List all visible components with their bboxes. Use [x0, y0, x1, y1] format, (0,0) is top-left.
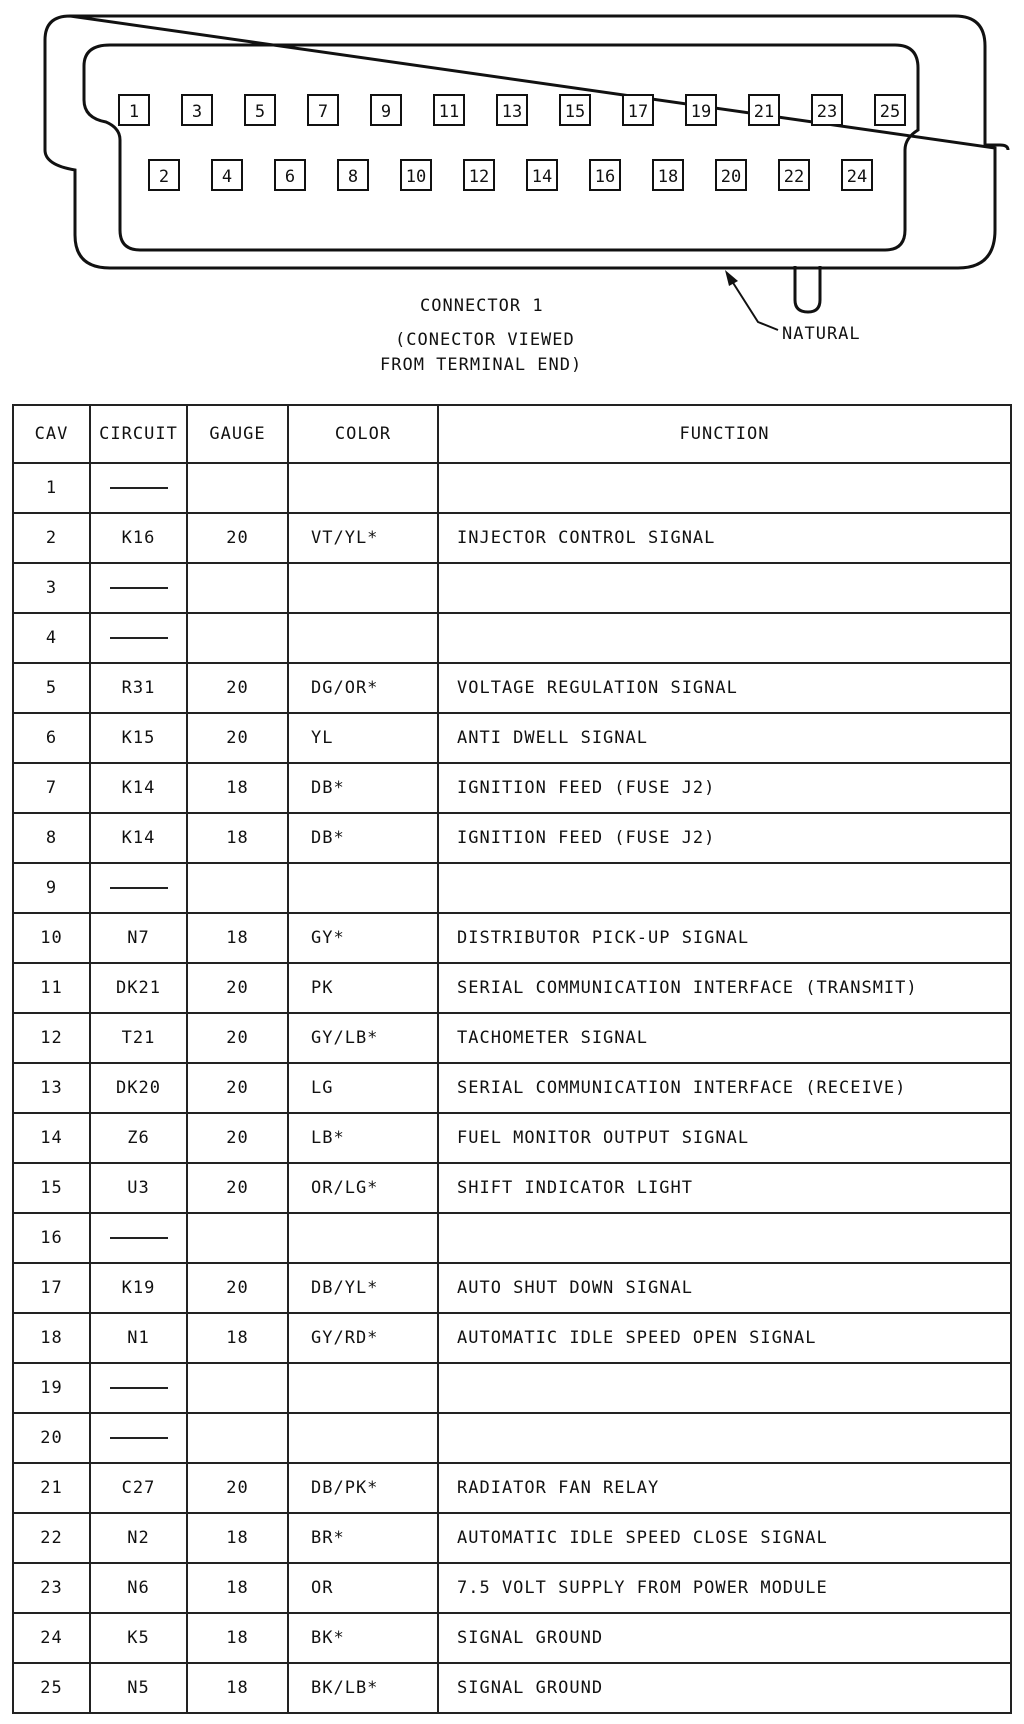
cell-function	[438, 613, 1011, 663]
table-row	[13, 1663, 1011, 1713]
cell-circuit: N6	[90, 1563, 187, 1613]
cell-circuit: Z6	[90, 1113, 187, 1163]
pin-label: 12	[468, 167, 490, 187]
cell-cav: 16	[13, 1213, 90, 1263]
natural-callout-arrowhead	[725, 270, 738, 286]
pin-label: 18	[657, 167, 679, 187]
pinout-table	[12, 404, 1012, 1714]
cell-color: BR*	[288, 1513, 438, 1563]
cell-color	[288, 463, 438, 513]
pin-label: 20	[720, 167, 742, 187]
cell-color: GY*	[288, 913, 438, 963]
cell-cav: 1	[13, 463, 90, 513]
cell-circuit	[90, 863, 187, 913]
table-row	[13, 813, 1011, 863]
cell-cav: 24	[13, 1613, 90, 1663]
cell-cav: 10	[13, 913, 90, 963]
header-function: FUNCTION	[438, 405, 1011, 463]
cell-function	[438, 863, 1011, 913]
cell-function: SHIFT INDICATOR LIGHT	[438, 1163, 1011, 1213]
cell-function: AUTOMATIC IDLE SPEED OPEN SIGNAL	[438, 1313, 1011, 1363]
pin-label: 24	[846, 167, 868, 187]
cell-function	[438, 463, 1011, 513]
cell-function: AUTO SHUT DOWN SIGNAL	[438, 1263, 1011, 1313]
pin-label: 10	[405, 167, 427, 187]
cell-color: BK/LB*	[288, 1663, 438, 1713]
pin-label: 6	[284, 167, 296, 187]
connector-subtitle-line1: (CONECTOR VIEWED	[395, 330, 575, 350]
table-row	[13, 1313, 1011, 1363]
table-row	[13, 1563, 1011, 1613]
cell-function: SERIAL COMMUNICATION INTERFACE (RECEIVE)	[438, 1063, 1011, 1113]
cell-function: DISTRIBUTOR PICK-UP SIGNAL	[438, 913, 1011, 963]
table-row	[13, 1413, 1011, 1463]
pin-label: 15	[564, 102, 586, 122]
connector-key-tab	[795, 266, 820, 312]
cell-cav: 9	[13, 863, 90, 913]
cell-gauge: 20	[187, 513, 288, 563]
header-circuit: CIRCUIT	[90, 405, 187, 463]
table-row	[13, 1113, 1011, 1163]
pin-label: 5	[254, 102, 266, 122]
cell-gauge: 20	[187, 1063, 288, 1113]
cell-circuit: K14	[90, 813, 187, 863]
cell-gauge: 20	[187, 663, 288, 713]
pin-label: 1	[128, 102, 140, 122]
pin-label: 22	[783, 167, 805, 187]
pin-label: 23	[816, 102, 838, 122]
cell-gauge: 18	[187, 913, 288, 963]
pin-label: 14	[531, 167, 553, 187]
cell-function	[438, 1363, 1011, 1413]
connector-subtitle-line2: FROM TERMINAL END)	[380, 355, 583, 375]
unused-circuit-dash	[110, 887, 168, 889]
cell-cav: 14	[13, 1113, 90, 1163]
table-row	[13, 1613, 1011, 1663]
cell-color: PK	[288, 963, 438, 1013]
unused-circuit-dash	[110, 637, 168, 639]
cell-gauge: 20	[187, 1013, 288, 1063]
cell-circuit: DK21	[90, 963, 187, 1013]
table-row	[13, 613, 1011, 663]
pin-label: 3	[191, 102, 203, 122]
cell-gauge: 18	[187, 763, 288, 813]
cell-color: DB/PK*	[288, 1463, 438, 1513]
cell-circuit	[90, 563, 187, 613]
header-cav: CAV	[13, 405, 90, 463]
cell-circuit: U3	[90, 1163, 187, 1213]
table-row	[13, 963, 1011, 1013]
cell-gauge: 18	[187, 1313, 288, 1363]
cell-gauge	[187, 1213, 288, 1263]
table-body	[13, 463, 1011, 1713]
cell-circuit: N2	[90, 1513, 187, 1563]
cell-circuit: K16	[90, 513, 187, 563]
cell-gauge: 18	[187, 1613, 288, 1663]
table-header-row	[13, 405, 1011, 463]
cell-color	[288, 1413, 438, 1463]
pin-label: 19	[690, 102, 712, 122]
cell-gauge: 20	[187, 713, 288, 763]
cell-cav: 13	[13, 1063, 90, 1113]
cell-cav: 12	[13, 1013, 90, 1063]
cell-circuit: K15	[90, 713, 187, 763]
header-gauge: GAUGE	[187, 405, 288, 463]
header-color: COLOR	[288, 405, 438, 463]
cell-function	[438, 563, 1011, 613]
cell-function: TACHOMETER SIGNAL	[438, 1013, 1011, 1063]
table-row	[13, 713, 1011, 763]
cell-circuit	[90, 1363, 187, 1413]
cell-circuit: N7	[90, 913, 187, 963]
cell-circuit: K5	[90, 1613, 187, 1663]
cell-cav: 6	[13, 713, 90, 763]
cell-cav: 22	[13, 1513, 90, 1563]
table-row	[13, 863, 1011, 913]
cell-circuit: K19	[90, 1263, 187, 1313]
unused-circuit-dash	[110, 1387, 168, 1389]
cell-cav: 19	[13, 1363, 90, 1413]
cell-function: IGNITION FEED (FUSE J2)	[438, 763, 1011, 813]
table-row	[13, 1013, 1011, 1063]
cell-color: DB*	[288, 763, 438, 813]
natural-callout-line	[730, 278, 778, 330]
cell-color: GY/RD*	[288, 1313, 438, 1363]
cell-gauge: 20	[187, 1463, 288, 1513]
cell-color	[288, 1363, 438, 1413]
table-row	[13, 563, 1011, 613]
connector-diagram	[0, 0, 1024, 380]
connector-outer-shell	[45, 16, 1008, 268]
cell-color: OR	[288, 1563, 438, 1613]
cell-function: ANTI DWELL SIGNAL	[438, 713, 1011, 763]
cell-cav: 3	[13, 563, 90, 613]
table-row	[13, 1213, 1011, 1263]
cell-color: DB/YL*	[288, 1263, 438, 1313]
cell-function	[438, 1413, 1011, 1463]
connector-outer-shell-right	[955, 16, 1000, 135]
cell-circuit: R31	[90, 663, 187, 713]
cell-cav: 18	[13, 1313, 90, 1363]
connector-inner-cavity	[84, 45, 918, 250]
cell-circuit: T21	[90, 1013, 187, 1063]
cell-gauge	[187, 463, 288, 513]
cell-gauge: 18	[187, 813, 288, 863]
pin-label: 8	[347, 167, 359, 187]
pin-label: 13	[501, 102, 523, 122]
cell-cav: 2	[13, 513, 90, 563]
cell-color: YL	[288, 713, 438, 763]
pin-label: 16	[594, 167, 616, 187]
cell-cav: 21	[13, 1463, 90, 1513]
cell-color: DG/OR*	[288, 663, 438, 713]
table-row	[13, 763, 1011, 813]
cell-function: INJECTOR CONTROL SIGNAL	[438, 513, 1011, 563]
pin-row-bottom	[149, 160, 872, 190]
cell-gauge	[187, 1413, 288, 1463]
cell-color	[288, 1213, 438, 1263]
unused-circuit-dash	[110, 1437, 168, 1439]
pin-label: 25	[879, 102, 901, 122]
cell-color	[288, 613, 438, 663]
cell-color: VT/YL*	[288, 513, 438, 563]
cell-color	[288, 563, 438, 613]
cell-circuit	[90, 1413, 187, 1463]
table-row	[13, 1363, 1011, 1413]
pin-label: 2	[158, 167, 170, 187]
cell-gauge: 18	[187, 1563, 288, 1613]
cell-circuit: C27	[90, 1463, 187, 1513]
cell-color: OR/LG*	[288, 1163, 438, 1213]
table-row	[13, 663, 1011, 713]
pin-label: 7	[317, 102, 329, 122]
cell-color: BK*	[288, 1613, 438, 1663]
unused-circuit-dash	[110, 487, 168, 489]
cell-cav: 5	[13, 663, 90, 713]
unused-circuit-dash	[110, 587, 168, 589]
cell-color: DB*	[288, 813, 438, 863]
cell-color: LB*	[288, 1113, 438, 1163]
cell-gauge	[187, 1363, 288, 1413]
cell-circuit: N5	[90, 1663, 187, 1713]
cell-gauge: 20	[187, 1113, 288, 1163]
cell-gauge: 18	[187, 1663, 288, 1713]
table-row	[13, 1063, 1011, 1113]
cell-function: 7.5 VOLT SUPPLY FROM POWER MODULE	[438, 1563, 1011, 1613]
cell-circuit: DK20	[90, 1063, 187, 1113]
cell-function: RADIATOR FAN RELAY	[438, 1463, 1011, 1513]
cell-cav: 11	[13, 963, 90, 1013]
table-row	[13, 1513, 1011, 1563]
cell-cav: 4	[13, 613, 90, 663]
cell-cav: 20	[13, 1413, 90, 1463]
cell-color: LG	[288, 1063, 438, 1113]
pin-row-top	[119, 95, 905, 125]
cell-cav: 17	[13, 1263, 90, 1313]
unused-circuit-dash	[110, 1237, 168, 1239]
table-row	[13, 913, 1011, 963]
pin-label: 17	[627, 102, 649, 122]
cell-cav: 8	[13, 813, 90, 863]
cell-cav: 7	[13, 763, 90, 813]
pin-label: 21	[753, 102, 775, 122]
cell-gauge: 20	[187, 963, 288, 1013]
cell-function	[438, 1213, 1011, 1263]
cell-cav: 15	[13, 1163, 90, 1213]
cell-function: AUTOMATIC IDLE SPEED CLOSE SIGNAL	[438, 1513, 1011, 1563]
cell-circuit	[90, 1213, 187, 1263]
cell-function: SIGNAL GROUND	[438, 1613, 1011, 1663]
cell-gauge	[187, 863, 288, 913]
cell-gauge	[187, 563, 288, 613]
table-row	[13, 513, 1011, 563]
cell-function: SIGNAL GROUND	[438, 1663, 1011, 1713]
cell-circuit	[90, 613, 187, 663]
natural-callout-label: NATURAL	[782, 324, 861, 344]
pin-label: 11	[438, 102, 460, 122]
table-row	[13, 1163, 1011, 1213]
cell-circuit: K14	[90, 763, 187, 813]
table-row	[13, 1463, 1011, 1513]
cell-cav: 23	[13, 1563, 90, 1613]
cell-function: IGNITION FEED (FUSE J2)	[438, 813, 1011, 863]
cell-function: FUEL MONITOR OUTPUT SIGNAL	[438, 1113, 1011, 1163]
pin-label: 9	[380, 102, 392, 122]
connector-title: CONNECTOR 1	[420, 296, 544, 316]
cell-circuit: N1	[90, 1313, 187, 1363]
cell-gauge: 18	[187, 1513, 288, 1563]
cell-color: GY/LB*	[288, 1013, 438, 1063]
cell-function: VOLTAGE REGULATION SIGNAL	[438, 663, 1011, 713]
cell-gauge: 20	[187, 1263, 288, 1313]
cell-function: SERIAL COMMUNICATION INTERFACE (TRANSMIT)	[438, 963, 1011, 1013]
pin-label: 4	[221, 167, 233, 187]
cell-circuit	[90, 463, 187, 513]
table-row	[13, 463, 1011, 513]
cell-gauge	[187, 613, 288, 663]
table-row	[13, 1263, 1011, 1313]
cell-gauge: 20	[187, 1163, 288, 1213]
cell-color	[288, 863, 438, 913]
cell-cav: 25	[13, 1663, 90, 1713]
